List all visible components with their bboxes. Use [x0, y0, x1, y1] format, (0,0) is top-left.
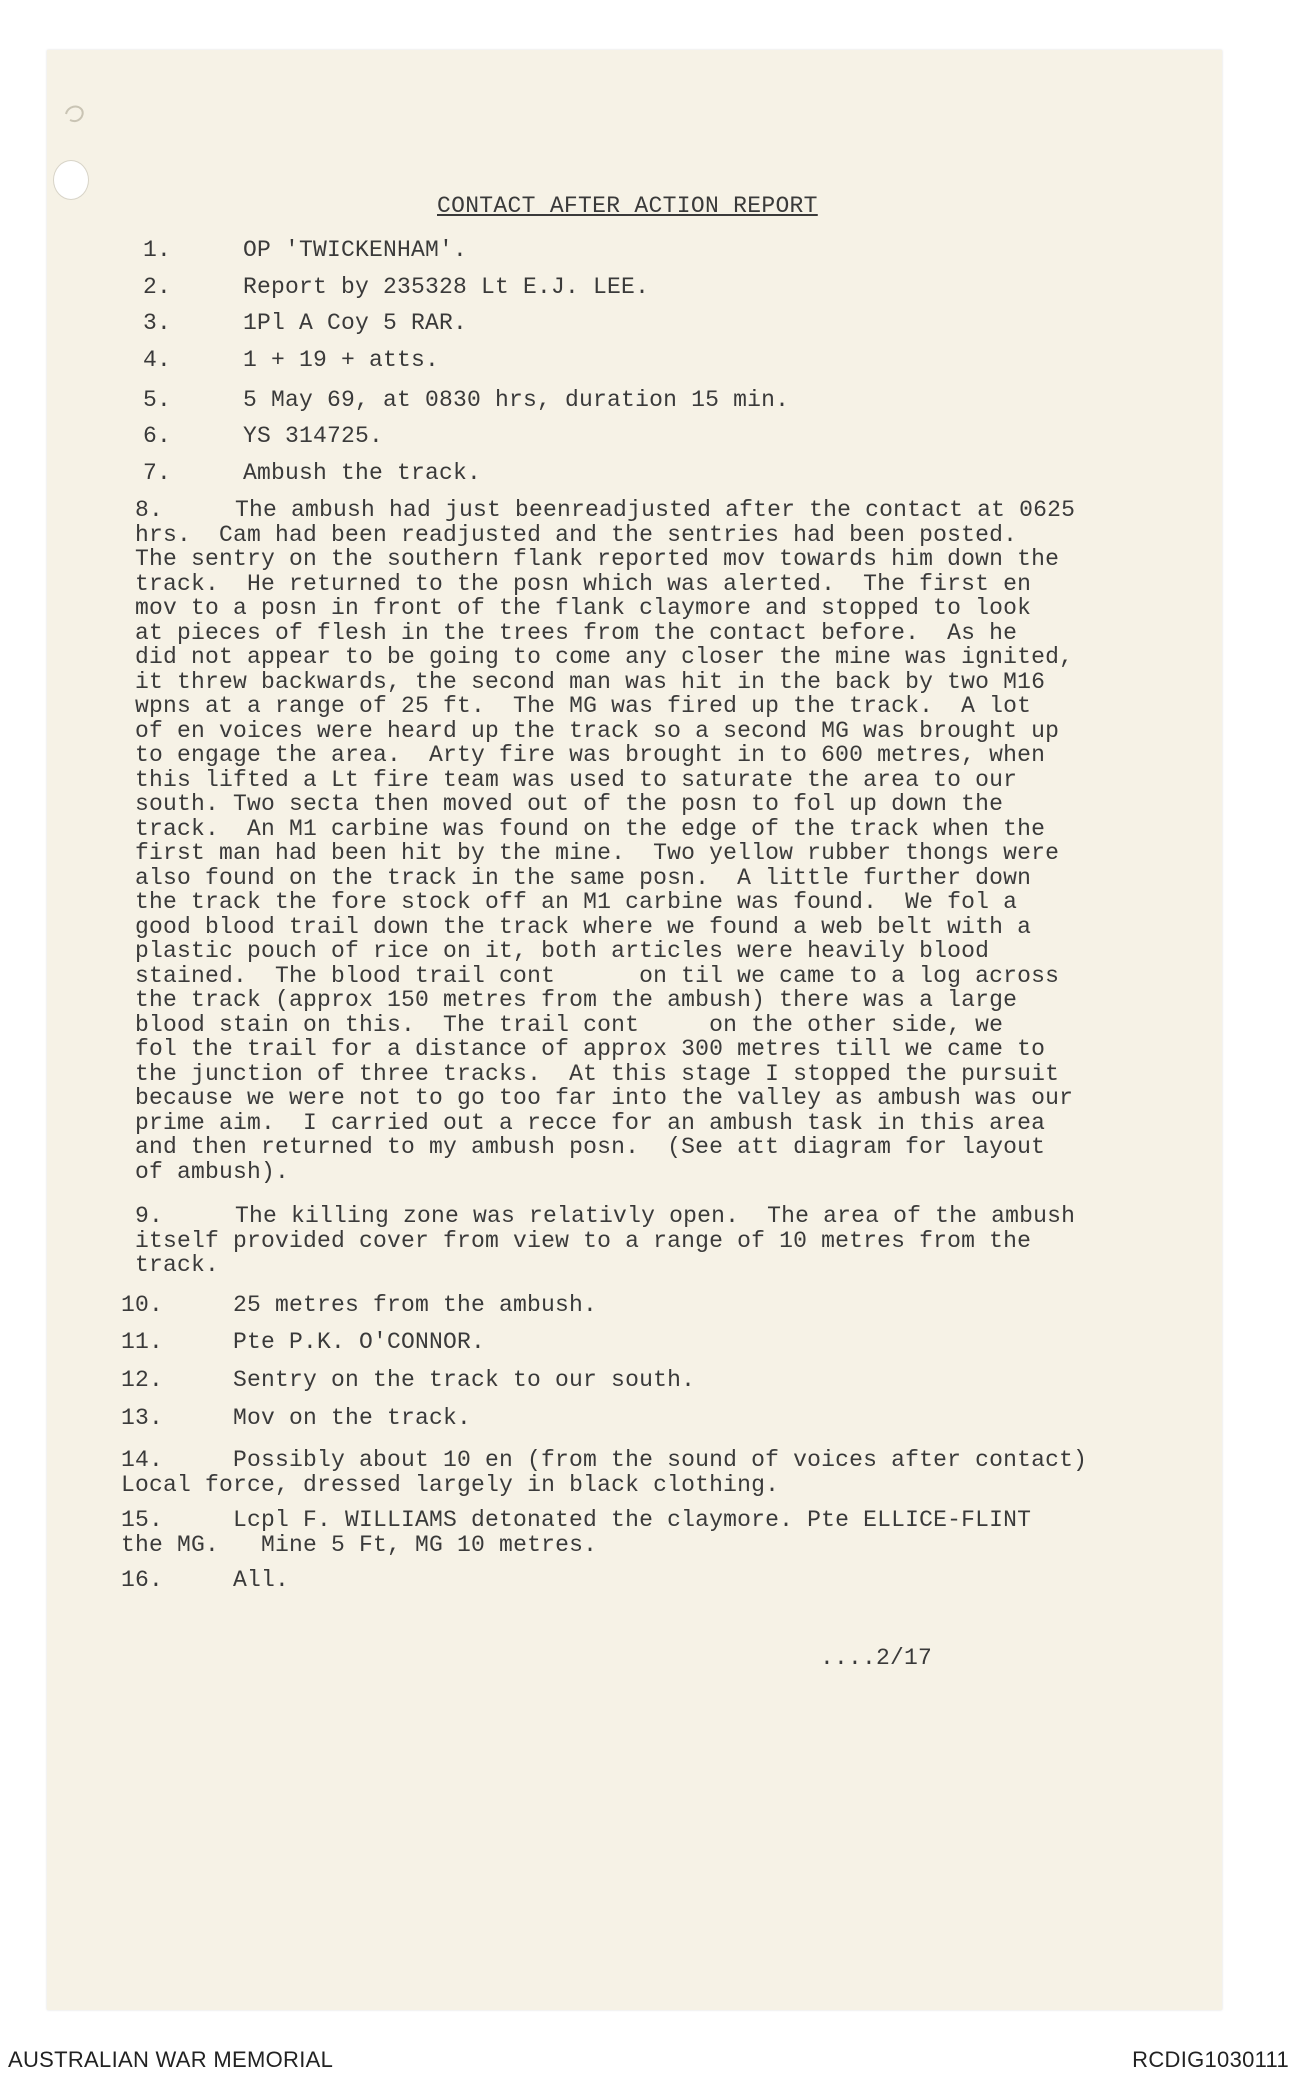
item-number: 2. — [143, 274, 172, 300]
item-number: 3. — [143, 310, 172, 336]
footer-id: RCDIG1030111 — [1132, 2047, 1289, 2072]
item-12 — [121, 1368, 695, 1393]
item-number: 7. — [143, 460, 172, 486]
item-text: 1 + 19 + atts. — [243, 347, 440, 373]
item-6 — [143, 424, 383, 449]
paragraph-15 — [121, 1508, 1111, 1557]
item-13 — [121, 1406, 471, 1431]
item-10 — [121, 1293, 597, 1318]
item-number: 9. — [135, 1203, 164, 1229]
item-text: Ambush the track. — [243, 460, 482, 486]
paragraph-text: Lcpl F. WILLIAMS detonated the claymore. Pte ELLICE-FLINT the MG. Mine 5 Ft, MG 10 metres. — [121, 1507, 1032, 1558]
item-1 — [143, 238, 467, 263]
item-text: Report by 235328 Lt E.J. LEE. — [243, 274, 650, 300]
item-text: 25 metres from the ambush. — [233, 1292, 598, 1318]
item-text: Sentry on the track to our south. — [233, 1367, 696, 1393]
punch-hole — [53, 160, 89, 200]
item-4 — [143, 348, 439, 373]
report-title: CONTACT AFTER ACTION REPORT — [437, 193, 818, 219]
page-continuation: ....2/17 — [820, 1645, 933, 1671]
item-text: 5 May 69, at 0830 hrs, duration 15 min. — [243, 387, 790, 413]
footer-source: AUSTRALIAN WAR MEMORIAL — [8, 2047, 334, 2072]
staple-mark-icon — [60, 100, 88, 128]
item-number: 10. — [121, 1292, 164, 1318]
item-text: YS 314725. — [243, 423, 384, 449]
item-3 — [143, 311, 467, 336]
item-number: 6. — [143, 423, 172, 449]
item-number: 11. — [121, 1329, 164, 1355]
item-number: 1. — [143, 237, 172, 263]
item-2 — [143, 275, 649, 300]
item-number: 12. — [121, 1367, 164, 1393]
item-number: 5. — [143, 387, 172, 413]
item-11 — [121, 1330, 485, 1355]
item-number: 15. — [121, 1507, 164, 1533]
item-text: Mov on the track. — [233, 1405, 472, 1431]
item-number: 16. — [121, 1567, 164, 1593]
item-text: Pte P.K. O'CONNOR. — [233, 1329, 486, 1355]
paragraph-text: The ambush had just beenreadjusted after the contact at 0625 hrs. Cam had been readjusted and the sentries had been posted. The sentry on the southern flank reported mov towards him down the track. He returned to the posn which was alerted. The first en mov to a posn in front of the flank claymore and stopped to look at pieces of flesh in the trees from the contact before. As he did not appear to be going to come any closer the mine was ignited, it threw backwards, the second man was hit in the back by two M16 wpns at a range of 25 ft. The MG was fired up the track. A lot of en voices were heard up the track so a second MG was brought up to engage the area. Arty fire was brought in to 600 metres, when this lifted a Lt fire team was used to saturate the area to our south. Two secta then moved out of the posn to fol up down the track. An M1 carbine was found on the edge of the track when the first man had been hit by the mine. Two yellow rubber thongs were also found on the track in the same posn. A little further down the track the fore stock off an M1 carbine was found. We fol a good blood trail down the track where we found a web belt with a plastic pouch of rice on it, both articles were heavily blood stained. The blood trail cont on til we came to a log across the track (approx 150 metres from the ambush) there was a large blood stain on this. The trail cont on the other side, we fol the trail for a distance of approx 300 metres till we came to the junction of three tracks. At this stage I stopped the pursuit because we were not to go too far into the valley as ambush was our prime aim. I carried out a recce for an ambush task in this area and then returned to my ambush posn. (See att diagram for layout of ambush). — [135, 497, 1076, 1185]
item-text: OP 'TWICKENHAM'. — [243, 237, 468, 263]
paragraph-8 — [135, 498, 1125, 1184]
item-text: All. — [233, 1567, 290, 1593]
item-number: 8. — [135, 497, 164, 523]
paragraph-9 — [135, 1204, 1125, 1278]
paragraph-text: Possibly about 10 en (from the sound of voices after contact) Local force, dressed largely in black clothing. — [121, 1447, 1088, 1498]
paragraph-text: The killing zone was relativly open. The area of the ambush itself provided cover from view to a range of 10 metres from the track. — [135, 1203, 1076, 1278]
item-5 — [143, 388, 789, 413]
item-16 — [121, 1568, 289, 1593]
item-number: 14. — [121, 1447, 164, 1473]
paragraph-14 — [121, 1448, 1111, 1497]
item-number: 4. — [143, 347, 172, 373]
item-7 — [143, 461, 481, 486]
item-number: 13. — [121, 1405, 164, 1431]
item-text: 1Pl A Coy 5 RAR. — [243, 310, 468, 336]
